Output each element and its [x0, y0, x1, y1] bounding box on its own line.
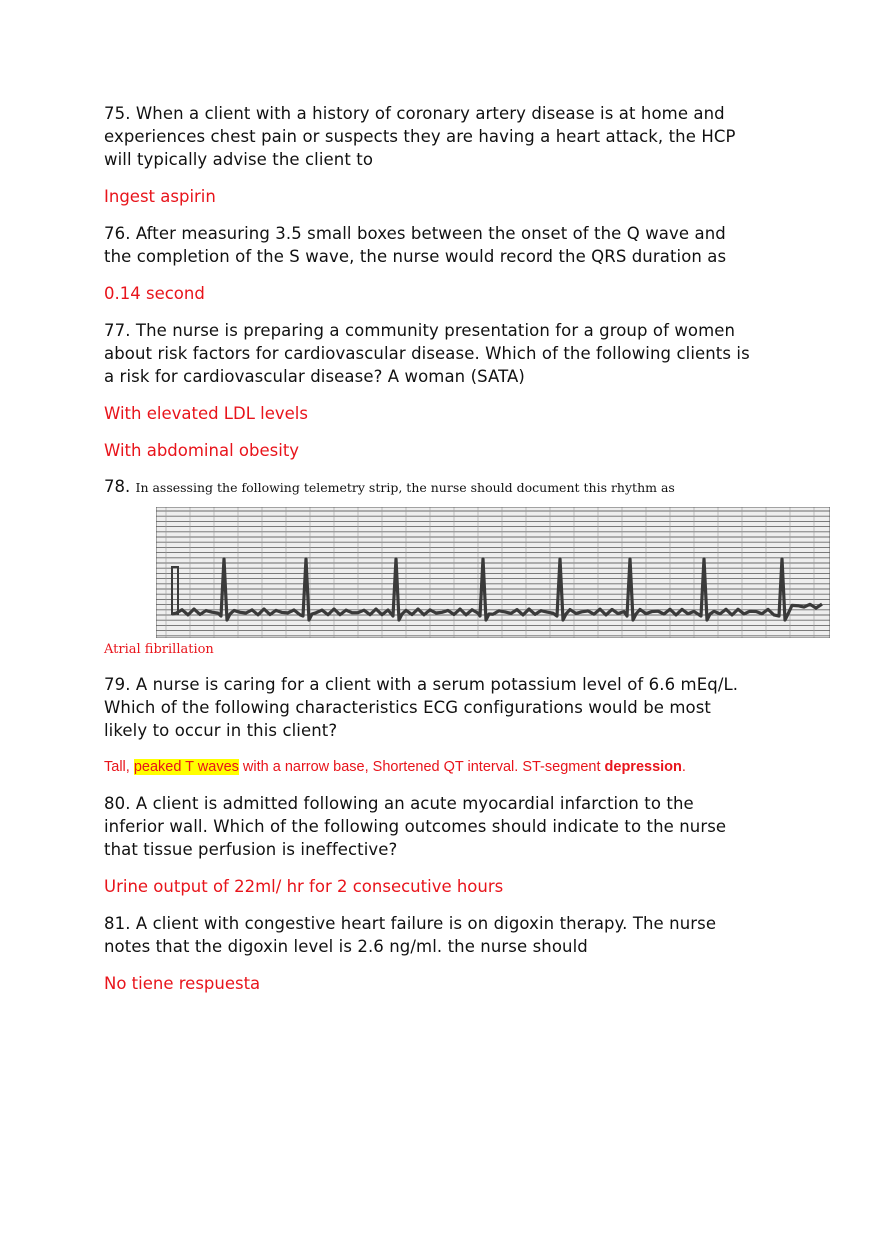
- answer-78: Atrial fibrillation: [104, 642, 214, 657]
- question-77-line-1: 77. The nurse is preparing a community presentation for a group of women: [104, 321, 736, 340]
- question-80-line-3: that tissue perfusion is ineffective?: [104, 840, 398, 859]
- document-page: [104, 102, 784, 1009]
- answer-76: 0.14 second: [104, 284, 205, 303]
- question-79-line-3: likely to occur in this client?: [104, 721, 338, 740]
- ecg-strip-graphic: [156, 507, 830, 638]
- question-78-text: In assessing the following telemetry strip, the nurse should document this rhythm as: [135, 480, 675, 495]
- answer-79-bold-text: depression: [604, 759, 682, 775]
- answer-77-option-1: With elevated LDL levels: [104, 404, 308, 423]
- question-76-line-2: the completion of the S wave, the nurse would record the QRS duration as: [104, 247, 727, 266]
- answer-79-part-1: Tall,: [104, 759, 134, 775]
- question-80-line-2: inferior wall. Which of the following outcomes should indicate to the nurse: [104, 817, 727, 836]
- answer-77-option-2: With abdominal obesity: [104, 441, 300, 460]
- answer-79: [104, 756, 784, 778]
- answer-81: No tiene respuesta: [104, 974, 261, 993]
- answer-75: Ingest aspirin: [104, 187, 216, 206]
- question-81-line-1: 81. A client with congestive heart failure is on digoxin therapy. The nurse: [104, 914, 717, 933]
- question-77-line-2: about risk factors for cardiovascular disease. Which of the following clients is: [104, 344, 750, 363]
- question-77-line-3: a risk for cardiovascular disease? A woman (SATA): [104, 367, 525, 386]
- question-76-line-1: 76. After measuring 3.5 small boxes between the onset of the Q wave and: [104, 224, 726, 243]
- question-78: [104, 476, 784, 499]
- question-75-line-3: will typically advise the client to: [104, 150, 374, 169]
- question-79-line-1: 79. A nurse is caring for a client with a serum potassium level of 6.6 mEq/L.: [104, 675, 739, 694]
- telemetry-strip-image: [156, 507, 830, 638]
- answer-80: Urine output of 22ml/ hr for 2 consecutive hours: [104, 877, 504, 896]
- answer-79-part-2: with a narrow base, Shortened QT interval. ST-segment: [238, 759, 605, 775]
- question-77: [104, 319, 784, 388]
- question-75: [104, 102, 784, 171]
- question-81-line-2: notes that the digoxin level is 2.6 ng/ml. the nurse should: [104, 937, 588, 956]
- question-78-number: 78.: [104, 477, 136, 496]
- question-81: [104, 912, 784, 958]
- question-80: [104, 792, 784, 861]
- question-75-line-1: 75. When a client with a history of coronary artery disease is at home and: [104, 104, 725, 123]
- question-76: [104, 222, 784, 268]
- question-75-line-2: experiences chest pain or suspects they are having a heart attack, the HCP: [104, 127, 736, 146]
- answer-79-highlighted-text: peaked T waves: [133, 759, 239, 775]
- question-79-line-2: Which of the following characteristics ECG configurations would be most: [104, 698, 712, 717]
- answer-79-end: .: [681, 759, 686, 775]
- question-79: [104, 673, 784, 742]
- question-80-line-1: 80. A client is admitted following an acute myocardial infarction to the: [104, 794, 694, 813]
